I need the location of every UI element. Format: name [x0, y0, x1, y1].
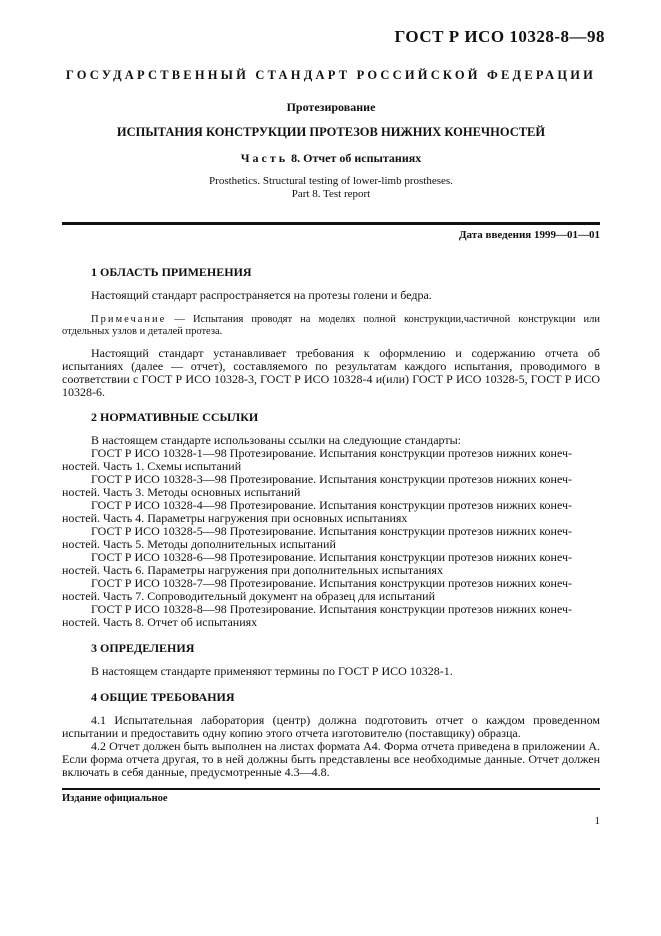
section-3-paragraph: В настоящем стандарте применяют термины по ГОСТ Р ИСО 10328-1. [91, 664, 453, 678]
section-1-heading: 1 ОБЛАСТЬ ПРИМЕНЕНИЯ [91, 265, 252, 279]
reference-7-line-1: ГОСТ Р ИСО 10328-8—98 Протезирование. Испытания конструкции протезов нижних конеч- [91, 602, 573, 616]
official-edition-label: Издание официальное [62, 793, 168, 804]
reference-6-line-2: ностей. Часть 7. Сопроводительный документ на образец для испытаний [62, 589, 436, 603]
reference-3-line-2: ностей. Часть 4. Параметры нагружения при основных испытаниях [62, 511, 408, 525]
reference-5-line-2: ностей. Часть 6. Параметры нагружения при дополнительных испытаниях [62, 563, 443, 577]
title-part [62, 151, 600, 166]
section-3-heading: 3 ОПРЕДЕЛЕНИЯ [91, 641, 195, 655]
document-number: ГОСТ Р ИСО 10328-8—98 [394, 27, 605, 46]
section-4-paragraph-1: 4.1 Испытательная лаборатория (центр) должна подготовить отчет о каждом проведенном испытании и предоставить одну копию этого отчета изготовителю (поставщику) образца. [62, 713, 600, 740]
section-4-paragraph-2: 4.2 Отчет должен быть выполнен на листах формата А4. Форма отчета приведена в приложении А. Если форма отчета другая, то в ней должны быть представлены все необходимые данные. Отчет должен включать в себя данные, предусмотренные 4.3—4.8. [62, 739, 600, 779]
english-title [62, 175, 600, 200]
reference-4-line-2: ностей. Часть 5. Методы дополнительных испытаний [62, 537, 336, 551]
part-word: Часть [240, 151, 289, 165]
section-1-paragraph-2: Настоящий стандарт устанавливает требования к оформлению и содержанию отчета об испытаниях (далее — отчет), составляемого по результатам каждого испытания, проводимого в соответствии с ГОСТ Р ИСО 10328-3, ГОСТ Р ИСО 10328-4 и(или) ГОСТ Р ИСО 10328-5, ГОСТ Р ИСО 10328-6. [62, 346, 600, 399]
note-label: Примечание [91, 314, 167, 325]
title-main: ИСПЫТАНИЯ КОНСТРУКЦИИ ПРОТЕЗОВ НИЖНИХ КОНЕЧНОСТЕЙ [116, 125, 546, 139]
section-2-intro: В настоящем стандарте использованы ссылки на следующие стандарты: [91, 433, 462, 447]
section-1-paragraph-1: Настоящий стандарт распространяется на протезы голени и бедра. [91, 288, 432, 302]
part-title: 8. Отчет об испытаниях [291, 151, 422, 165]
section-2-heading: 2 НОРМАТИВНЫЕ ССЫЛКИ [91, 410, 259, 424]
reference-1-line-2: ностей. Часть 1. Схемы испытаний [62, 459, 242, 473]
reference-6-line-1: ГОСТ Р ИСО 10328-7—98 Протезирование. Испытания конструкции протезов нижних конеч- [91, 576, 573, 590]
footer-rule [62, 788, 600, 790]
reference-3-line-1: ГОСТ Р ИСО 10328-4—98 Протезирование. Испытания конструкции протезов нижних конеч- [91, 498, 573, 512]
english-title-line-2: Part 8. Test report [291, 187, 371, 200]
state-standard-heading: ГОСУДАРСТВЕННЫЙ СТАНДАРТ РОССИЙСКОЙ ФЕДЕРАЦИИ [65, 68, 597, 82]
reference-2-line-2: ностей. Часть 3. Методы основных испытаний [62, 485, 301, 499]
note-text: — Испытания проводят на моделях полной конструкции,частичной конструкции или отдельных узлов и деталей протеза. [62, 314, 601, 337]
section-4-heading: 4 ОБЩИЕ ТРЕБОВАНИЯ [91, 690, 235, 704]
reference-7-line-2: ностей. Часть 8. Отчет об испытаниях [62, 615, 258, 629]
header-rule [62, 222, 600, 225]
title-subject: Протезирование [286, 100, 376, 114]
english-title-line-1: Prosthetics. Structural testing of lower-limb prostheses. [209, 175, 453, 187]
reference-5-line-1: ГОСТ Р ИСО 10328-6—98 Протезирование. Испытания конструкции протезов нижних конеч- [91, 550, 573, 564]
reference-1-line-1: ГОСТ Р ИСО 10328-1—98 Протезирование. Испытания конструкции протезов нижних конеч- [91, 446, 573, 460]
reference-2-line-1: ГОСТ Р ИСО 10328-3—98 Протезирование. Испытания конструкции протезов нижних конеч- [91, 472, 573, 486]
section-1-note [62, 314, 600, 338]
reference-4-line-1: ГОСТ Р ИСО 10328-5—98 Протезирование. Испытания конструкции протезов нижних конеч- [91, 524, 573, 538]
introduction-date: Дата введения 1999—01—01 [458, 229, 600, 241]
page-number: 1 [594, 815, 600, 827]
